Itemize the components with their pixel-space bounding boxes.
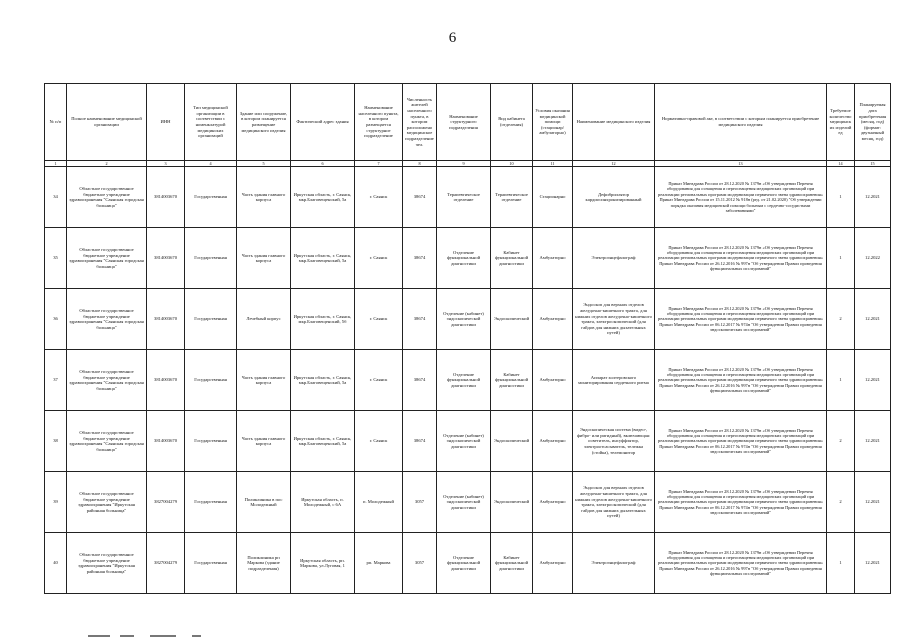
- locality-cell: г. Саянск: [355, 167, 403, 228]
- population-cell: 38674: [403, 289, 437, 350]
- conditions-cell: Амбулаторно: [533, 350, 573, 411]
- column-header: Наименование медицинского изделия: [573, 84, 655, 161]
- population-cell: 3057: [403, 533, 437, 594]
- row-number: 39: [45, 472, 67, 533]
- row-number: 35: [45, 228, 67, 289]
- column-header: № п/п: [45, 84, 67, 161]
- building-cell: Поликлиника в пос Молодежный: [237, 472, 291, 533]
- header-row: [45, 84, 891, 161]
- column-header: Нормативно-правовой акт, в соответствии с которым планируется приобретение медицинского изделия: [655, 84, 827, 161]
- row-number: 37: [45, 350, 67, 411]
- table-row: [45, 533, 891, 594]
- cabinet-cell: Эндоскопический: [491, 289, 533, 350]
- legal-act: Приказ Минздрава России от 28.12.2020 № 1379н «Об утверждении Перечня оборудования для оснащения и переоснащения медицинских организаций при реализации региональных программ модернизации первичного звена здравоохранения» Приказ Минздрава России от 26.12.2016 № 997н "Об утверждении Правил проведения функциональных исследований": [655, 228, 827, 289]
- org-type: Государственная: [185, 228, 237, 289]
- column-number: 15: [855, 161, 891, 167]
- unit-cell: Отделение функциональной диагностики: [437, 228, 491, 289]
- conditions-cell: Амбулаторно: [533, 289, 573, 350]
- page-number: 6: [448, 30, 457, 46]
- unit-cell: Терапевтическое отделение: [437, 167, 491, 228]
- locality-cell: рп. Маркова: [355, 533, 403, 594]
- building-cell: Поликлиника рп Маркова (здание подразделения): [237, 533, 291, 594]
- column-header: ИНН: [147, 84, 185, 161]
- column-number: 3: [147, 161, 185, 167]
- column-header: Полное наименование медицинской организации: [67, 84, 147, 161]
- column-header: Наименование населенного пункта, в котором размещается структурное подразделение: [355, 84, 403, 161]
- scan-edge-marks: [0, 632, 905, 640]
- column-header: Вид кабинета (отделения): [491, 84, 533, 161]
- column-header: Условия оказания медицинской помощи (стационар/амбулаторно): [533, 84, 573, 161]
- cabinet-cell: Эндоскопический: [491, 472, 533, 533]
- cabinet-cell: Терапевтическое отделение: [491, 167, 533, 228]
- column-number: 7: [355, 161, 403, 167]
- building-cell: Лечебный корпус: [237, 289, 291, 350]
- purchase-date: 12.2021: [855, 289, 891, 350]
- cabinet-cell: Кабинет функциональной диагностики: [491, 350, 533, 411]
- org-type: Государственная: [185, 350, 237, 411]
- conditions-cell: Стационарно: [533, 167, 573, 228]
- inn-cell: 3814003670: [147, 289, 185, 350]
- address-cell: Иркутская область, п. Молодежный, с 6А: [291, 472, 355, 533]
- organization-name: Областное государственное бюджетное учреждение здравоохранения "Саянская городская больница": [67, 350, 147, 411]
- population-cell: 38674: [403, 411, 437, 472]
- column-number: 4: [185, 161, 237, 167]
- legal-act: Приказ Минздрава России от 28.12.2020 № 1379н «Об утверждении Перечня оборудования для оснащения и переоснащения медицинских организаций при реализации региональных программ модернизации первичного звена здравоохранения» Приказ Минздрава России от 15.11.2012 № 918н (ред. от 21.02.2020) "Об утверждении порядка оказания медицинской помощи больным с сердечно-сосудистыми заболеваниями": [655, 167, 827, 228]
- legal-act: Приказ Минздрава России от 28.12.2020 № 1379н «Об утверждении Перечня оборудования для оснащения и переоснащения медицинских организаций при реализации региональных программ модернизации первичного звена здравоохранения» Приказ Минздрава России от 06.12.2017 № 974н "Об утверждении Правил проведения эндоскопических исследований": [655, 289, 827, 350]
- inn-cell: 3814003670: [147, 350, 185, 411]
- conditions-cell: Амбулаторно: [533, 533, 573, 594]
- locality-cell: г. Саянск: [355, 289, 403, 350]
- cabinet-cell: Кабинет функциональной диагностики: [491, 533, 533, 594]
- cabinet-cell: Эндоскопический: [491, 411, 533, 472]
- equipment-table: [44, 83, 891, 594]
- quantity-cell: 1: [827, 350, 855, 411]
- column-header: Фактический адрес здания: [291, 84, 355, 161]
- locality-cell: г. Саянск: [355, 228, 403, 289]
- locality-cell: г. Саянск: [355, 350, 403, 411]
- address-cell: Иркутская область, г. Саянск, мкр.Благовещенский, 5а: [291, 411, 355, 472]
- address-cell: Иркутская область, рп. Маркова, ул.Луговая, 1: [291, 533, 355, 594]
- cabinet-cell: Кабинет функциональной диагностики: [491, 228, 533, 289]
- table-row: [45, 228, 891, 289]
- inn-cell: 3814003670: [147, 167, 185, 228]
- column-number: 12: [573, 161, 655, 167]
- table-row: [45, 472, 891, 533]
- device-name: Эндоскоп для верхних отделов желудочно-кишечного тракта, для нижних отделов желудочно-кишечного тракта, электроскопический (для гайдов для нижних дыхательных путей): [573, 289, 655, 350]
- table-row: [45, 411, 891, 472]
- purchase-date: 12.2021: [855, 167, 891, 228]
- inn-cell: 3827004279: [147, 533, 185, 594]
- table-row: [45, 350, 891, 411]
- column-header: Наименование структурного подразделения: [437, 84, 491, 161]
- org-type: Государственная: [185, 533, 237, 594]
- device-name: Аппарат холтеровского мониторирования сердечного ритма: [573, 350, 655, 411]
- org-type: Государственная: [185, 411, 237, 472]
- table-body: [45, 167, 891, 594]
- conditions-cell: Амбулаторно: [533, 472, 573, 533]
- address-cell: Иркутская область, г. Саянск, мкр.Благовещенский, 5а: [291, 350, 355, 411]
- organization-name: Областное государственное бюджетное учреждение здравоохранения "Саянская городская больница": [67, 228, 147, 289]
- row-number: 34: [45, 167, 67, 228]
- quantity-cell: 2: [827, 289, 855, 350]
- organization-name: Областное государственное бюджетное учреждение здравоохранения "Иркутская районная больница": [67, 472, 147, 533]
- population-cell: 38674: [403, 167, 437, 228]
- building-cell: Часть здания главного корпуса: [237, 167, 291, 228]
- unit-cell: Отделение функциональной диагностики: [437, 533, 491, 594]
- unit-cell: Отделение (кабинет) эндоскопической диагностики: [437, 289, 491, 350]
- row-number: 40: [45, 533, 67, 594]
- inn-cell: 3814003670: [147, 228, 185, 289]
- conditions-cell: Амбулаторно: [533, 228, 573, 289]
- population-cell: 3057: [403, 472, 437, 533]
- purchase-date: 12.2022: [855, 228, 891, 289]
- locality-cell: п. Молодежный: [355, 472, 403, 533]
- device-name: Дефибриллятор кардиосинхронизированный: [573, 167, 655, 228]
- address-cell: Иркутская область, г. Саянск, мкр.Благовещенский, 5а: [291, 167, 355, 228]
- column-number: 11: [533, 161, 573, 167]
- locality-cell: г. Саянск: [355, 411, 403, 472]
- table-row: [45, 289, 891, 350]
- population-cell: 38674: [403, 228, 437, 289]
- legal-act: Приказ Минздрава России от 28.12.2020 № 1379н «Об утверждении Перечня оборудования для оснащения и переоснащения медицинских организаций при реализации региональных программ модернизации первичного звена здравоохранения» Приказ Минздрава России от 06.12.2017 № 974н "Об утверждении Правил проведения эндоскопических исследований": [655, 472, 827, 533]
- organization-name: Областное государственное бюджетное учреждение здравоохранения "Саянская городская больница": [67, 167, 147, 228]
- org-type: Государственная: [185, 289, 237, 350]
- purchase-date: 12.2021: [855, 472, 891, 533]
- unit-cell: Отделение (кабинет) эндоскопической диагностики: [437, 411, 491, 472]
- address-cell: Иркутская область, г. Саянск, мкр.Благовещенский, 5б: [291, 289, 355, 350]
- inn-cell: 3827004279: [147, 472, 185, 533]
- quantity-cell: 1: [827, 167, 855, 228]
- column-number: 9: [437, 161, 491, 167]
- column-header: Планируемая дата приобретения (месяц, год) (формат: двузначный месяц, год): [855, 84, 891, 161]
- conditions-cell: Амбулаторно: [533, 411, 573, 472]
- quantity-cell: 2: [827, 411, 855, 472]
- quantity-cell: 1: [827, 228, 855, 289]
- building-cell: Часть здания главного корпуса: [237, 350, 291, 411]
- device-name: Эндоскоп для верхних отделов желудочно-кишечного тракта, для нижних отделов желудочно-кишечного тракта, электроскопический (для гайдов для нижних дыхательных путей): [573, 472, 655, 533]
- legal-act: Приказ Минздрава России от 28.12.2020 № 1379н «Об утверждении Перечня оборудования для оснащения и переоснащения медицинских организаций при реализации региональных программ модернизации первичного звена здравоохранения» Приказ Минздрава России от 06.12.2017 № 974н "Об утверждении Правил проведения эндоскопических исследований": [655, 411, 827, 472]
- population-cell: 38674: [403, 350, 437, 411]
- organization-name: Областное государственное бюджетное учреждение здравоохранения "Саянская городская больница": [67, 289, 147, 350]
- row-number: 36: [45, 289, 67, 350]
- building-cell: Часть здания главного корпуса: [237, 411, 291, 472]
- column-number: 5: [237, 161, 291, 167]
- organization-name: Областное государственное бюджетное учреждение здравоохранения "Саянская городская больница": [67, 411, 147, 472]
- quantity-cell: 2: [827, 472, 855, 533]
- column-header: Тип медицинской организации в соответствии с номенклатурой медицинских организаций: [185, 84, 237, 161]
- device-name: Эндоскопическая система (видео-, фибро- или ригидный), включающая: осветитель, инсуффлятор, электроотсасыватель, тележка (стойка), телемонитор: [573, 411, 655, 472]
- column-number: 8: [403, 161, 437, 167]
- column-header: Здание или сооружение, в котором планируется размещение медицинского изделия: [237, 84, 291, 161]
- org-type: Государственная: [185, 167, 237, 228]
- purchase-date: 12.2021: [855, 411, 891, 472]
- org-type: Государственная: [185, 472, 237, 533]
- row-number: 38: [45, 411, 67, 472]
- unit-cell: Отделение функциональной диагностики: [437, 350, 491, 411]
- device-name: Электроэнцефалограф: [573, 533, 655, 594]
- purchase-date: 12.2021: [855, 350, 891, 411]
- column-header: Требуемое количество медицинских изделий ед: [827, 84, 855, 161]
- table-row: [45, 167, 891, 228]
- address-cell: Иркутская область, г. Саянск, мкр.Благовещенский, 5а: [291, 228, 355, 289]
- legal-act: Приказ Минздрава России от 28.12.2020 № 1379н «Об утверждении Перечня оборудования для оснащения и переоснащения медицинских организаций при реализации региональных программ модернизации первичного звена здравоохранения» Приказ Минздрава России от 26.12.2016 № 997н "Об утверждении Правил проведения функциональных исследований": [655, 350, 827, 411]
- building-cell: Часть здания главного корпуса: [237, 228, 291, 289]
- legal-act: Приказ Минздрава России от 28.12.2020 № 1379н «Об утверждении Перечня оборудования для оснащения и переоснащения медицинских организаций при реализации региональных программ модернизации первичного звена здравоохранения» Приказ Минздрава России от 26.12.2016 № 997н "Об утверждении Правил проведения функциональных исследований": [655, 533, 827, 594]
- column-number: 14: [827, 161, 855, 167]
- column-number: 1: [45, 161, 67, 167]
- purchase-date: 12.2021: [855, 533, 891, 594]
- column-number: 10: [491, 161, 533, 167]
- unit-cell: Отделение (кабинет) эндоскопической диагностики: [437, 472, 491, 533]
- column-header: Численность жителей населенного пункта, в котором расположено медицинское подразделение чел.: [403, 84, 437, 161]
- column-number: 2: [67, 161, 147, 167]
- inn-cell: 3814003670: [147, 411, 185, 472]
- device-name: Электроэнцефалограф: [573, 228, 655, 289]
- column-number: 13: [655, 161, 827, 167]
- column-number: 6: [291, 161, 355, 167]
- organization-name: Областное государственное бюджетное учреждение здравоохранения "Иркутская районная больница": [67, 533, 147, 594]
- quantity-cell: 1: [827, 533, 855, 594]
